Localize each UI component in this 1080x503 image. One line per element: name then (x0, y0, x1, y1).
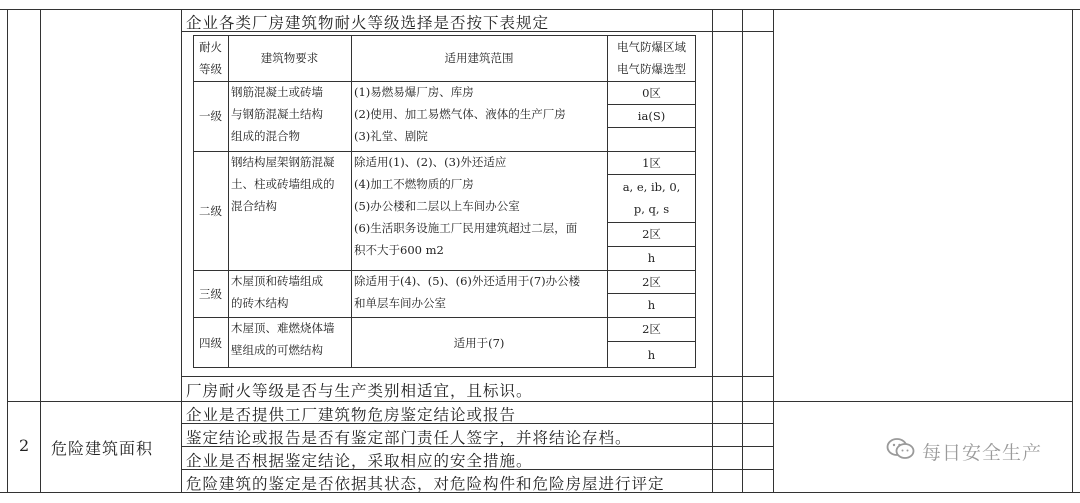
grade-4: 四级 (199, 335, 222, 350)
grade-2: 二级 (199, 203, 222, 218)
elec-2-types: a, e, ib, 0, p, q, s (622, 180, 681, 216)
elec-4-h: h (647, 347, 656, 362)
watermark-text: 每日安全生产 (921, 442, 1042, 464)
header-requirement: 建筑物要求 (260, 51, 319, 65)
elec-3-h: h (647, 298, 656, 312)
check-item: 企业是否提供工厂建筑物危房鉴定结论或报告 (186, 406, 517, 424)
watermark (886, 437, 1042, 466)
row2-item: 危险建筑面积 (51, 439, 154, 458)
elec-3-zone: 2区 (642, 274, 661, 289)
elec-2-h: h (647, 251, 656, 265)
row1-title: 企业各类厂房建筑物耐火等级选择是否按下表规定 (186, 14, 550, 32)
elec-2-zone1: 1区 (642, 155, 661, 170)
wechat-icon (886, 437, 916, 466)
elec-1-zone: 0区 (642, 85, 661, 100)
elec-1-type: ia(S) (637, 108, 666, 123)
req-3: 木屋顶和砖墙组成 的砖木结构 (231, 274, 323, 310)
req-2: 钢结构屋架钢筋混凝 土、柱或砖墙组成的 混合结构 (231, 155, 335, 213)
grade-3: 三级 (199, 286, 222, 301)
req-1: 钢筋混凝土或砖墙 与钢筋混凝土结构 组成的混合物 (231, 85, 323, 143)
check-item: 企业是否根据鉴定结论，采取相应的安全措施。 (186, 452, 533, 470)
elec-4-zone: 2区 (642, 322, 661, 336)
row1-footer: 厂房耐火等级是否与生产类别相适宜，且标识。 (186, 382, 533, 400)
scope-4: 适用于(7) (453, 335, 505, 350)
elec-2-zone2: 2区 (642, 227, 661, 241)
scope-2: 除适用(1)、(2)、(3)外还适应 (4)加工不燃物质的厂房 (5)办公楼和二层以上车间办公室 (6)生活职务设施工厂民用建筑超过二层，面 积不大于600 m2 (354, 155, 578, 257)
check-item: 危险建筑的鉴定是否依据其状态，对危险构件和危险房屋进行评定 (186, 475, 665, 493)
header-grade: 耐火 等级 (199, 40, 222, 76)
header-scope: 适用建筑范围 (444, 51, 514, 65)
check-item: 鉴定结论或报告是否有鉴定部门责任人签字，并将结论存档。 (186, 429, 632, 447)
grade-1: 一级 (199, 109, 222, 123)
row2-number: 2 (19, 436, 30, 455)
header-elec: 电气防爆区域 电气防爆选型 (617, 40, 686, 76)
req-4: 木屋顶、难燃烧体墙 壁组成的可燃结构 (231, 321, 335, 357)
scope-1: (1)易燃易爆厂房、库房 (2)使用、加工易燃气体、液体的生产厂房 (3)礼堂、剧院 (354, 85, 566, 143)
scope-3: 除适用于(4)、(5)、(6)外还适用于(7)办公楼 和单层车间办公室 (354, 274, 581, 310)
